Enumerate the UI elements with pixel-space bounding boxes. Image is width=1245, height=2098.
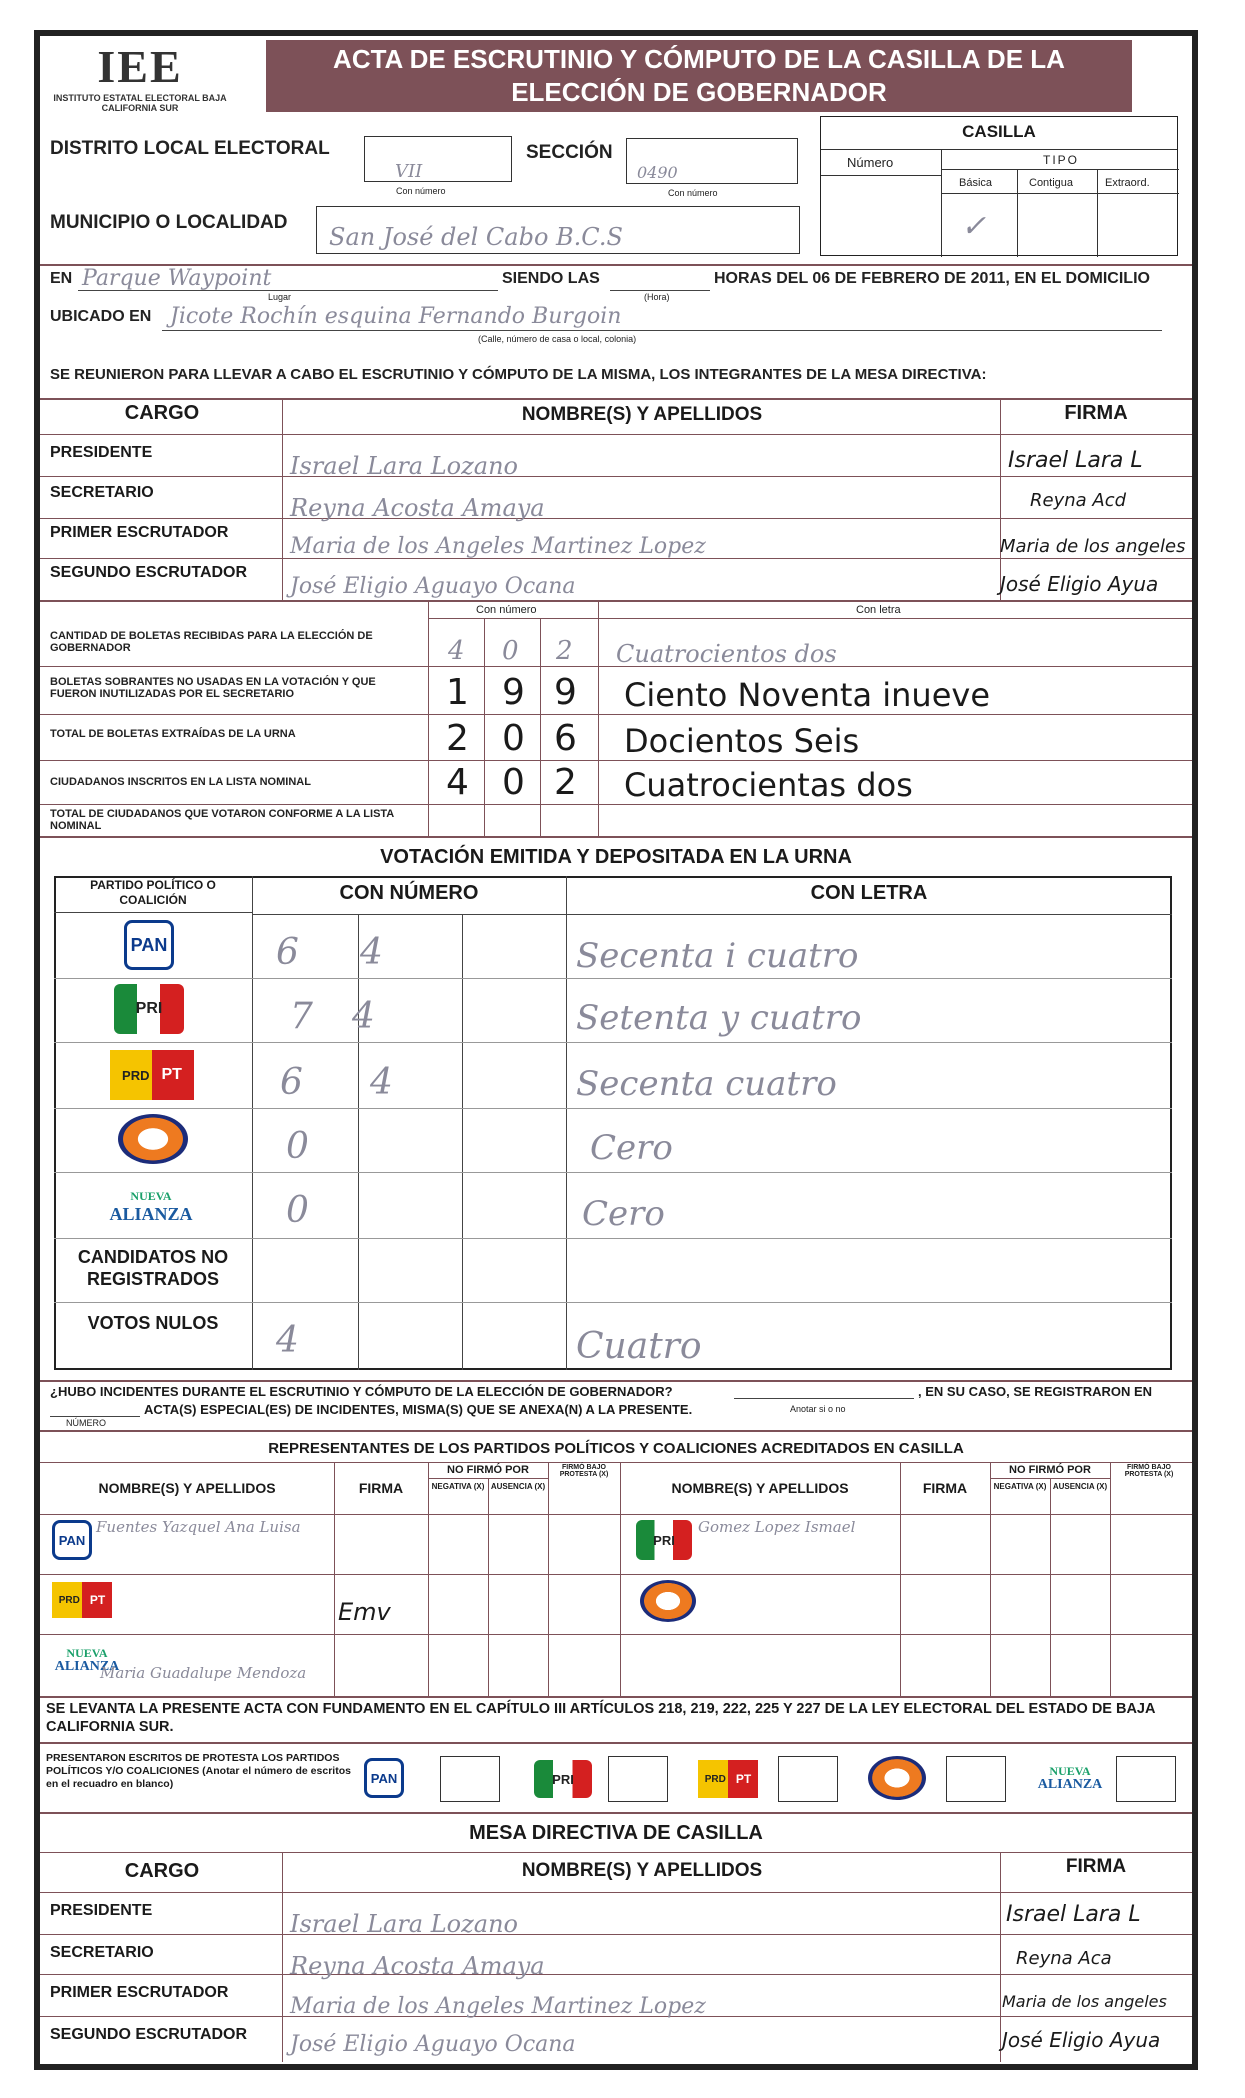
encuentro-d1: 0 — [286, 1126, 309, 1167]
pri-d1: 7 — [290, 996, 313, 1037]
protesta-prdpt-logo-icon — [698, 1760, 758, 1798]
mesa2-title: MESA DIRECTIVA DE CASILLA — [469, 1822, 763, 1844]
prd-label: PRD — [122, 1067, 150, 1083]
fundamento-text: SE LEVANTA LA PRESENTE ACTA CON FUNDAMENTO EN EL CAPÍTULO III ARTÍCULOS 218, 219, 222, 225 Y 227 DE LA LEY ELECTORAL DEL ESTADO DE BAJA CALIFORNIA SUR. — [46, 1701, 1155, 1735]
rep-pri-nombre: Gomez Lopez Ismael — [698, 1518, 856, 1536]
nulos-d1: 4 — [276, 1320, 299, 1361]
title-line-1: ACTA DE ESCRUTINIO Y CÓMPUTO DE LA CASILLA DE LA — [333, 44, 1065, 74]
pan-logo-icon: PAN — [124, 920, 174, 970]
seccion-caption: Con número — [668, 188, 718, 198]
protesta-na-box[interactable] — [1116, 1756, 1176, 1802]
extraidas-letra: Docientos Seis — [624, 722, 860, 760]
mesa1-cargo-presidente: PRESIDENTE — [50, 444, 153, 461]
mesa2-firma-primer: Maria de los angeles — [1002, 1992, 1167, 2011]
mesa2-cargo-presidente: PRESIDENTE — [50, 1902, 153, 1919]
mesa1-cargo-primer: PRIMER ESCRUTADOR — [50, 524, 229, 541]
nueva-alianza-letra: Cero — [582, 1194, 665, 1234]
mesa2-nombre-presidente: Israel Lara Lozano — [290, 1910, 518, 1938]
mesa1-firma-segundo: José Eligio Ayua — [1000, 572, 1159, 596]
distrito-caption: Con número — [396, 186, 446, 196]
recibidas-d2: 0 — [502, 636, 519, 666]
sobrantes-d3: 9 — [554, 672, 577, 713]
protesta-alianza-label: ALIANZA — [1037, 1777, 1103, 1792]
rep-pri-logo-icon: PRI — [636, 1520, 692, 1560]
boletas-row-inscritos: CIUDADANOS INSCRITOS EN LA LISTA NOMINAL — [50, 776, 311, 788]
sobrantes-letra: Ciento Noventa inueve — [624, 676, 991, 714]
rep-left-firma-header: FIRMA — [358, 1480, 404, 1496]
recibidas-d1: 4 — [448, 636, 465, 666]
pan-d2: 4 — [360, 932, 383, 973]
representantes-title: REPRESENTANTES DE LOS PARTIDOS POLÍTICOS Y COALICIONES ACREDITADOS EN CASILLA — [268, 1440, 964, 1457]
incidentes-anexan: ACTA(S) ESPECIAL(ES) DE INCIDENTES, MISMA(S) QUE SE ANEXA(N) A LA PRESENTE. — [144, 1402, 693, 1417]
mesa2-firma-segundo: José Eligio Ayua — [1002, 2028, 1161, 2052]
numero-header: CON NÚMERO — [339, 882, 479, 904]
extraord-header: Extraord. — [1105, 177, 1150, 189]
acta-title — [266, 40, 1132, 112]
iee-logo — [50, 40, 230, 113]
logo-subtitle: INSTITUTO ESTATAL ELECTORAL BAJA CALIFORNIA SUR — [53, 93, 227, 113]
mesa2-nombre-header: NOMBRE(S) Y APELLIDOS — [521, 1860, 763, 1881]
boletas-row-votaron: TOTAL DE CIUDADANOS QUE VOTARON CONFORME A LA LISTA NOMINAL — [50, 808, 394, 832]
boletas-numero-header: Con número — [476, 604, 537, 616]
pt-label: PT — [161, 1066, 182, 1083]
title-line-2: ELECCIÓN DE GOBERNADOR — [511, 77, 887, 107]
rep-right-firma-header: FIRMA — [922, 1480, 968, 1496]
seccion-value: 0490 — [637, 163, 678, 182]
rep-alianza-label: ALIANZA — [54, 1659, 120, 1674]
protesta-pri-logo-icon: PRI — [534, 1760, 592, 1798]
alianza-label: ALIANZA — [109, 1204, 193, 1224]
mesa1-firma-primer: Maria de los angeles — [1000, 536, 1186, 557]
protesta-pan-logo-icon: PAN — [364, 1758, 404, 1798]
distrito-value: VII — [395, 161, 423, 182]
mesa1-nombre-primer: Maria de los Angeles Martinez Lopez — [290, 534, 706, 559]
protesta-pt-label: PT — [735, 1772, 752, 1786]
municipio-value: San José del Cabo B.C.S — [329, 223, 623, 251]
mesa2-nombre-primer: Maria de los Angeles Martinez Lopez — [290, 1994, 706, 2019]
mesa1-cargo-segundo: SEGUNDO ESCRUTADOR — [50, 564, 248, 581]
letra-header: CON LETRA — [810, 882, 928, 904]
casilla-title: CASILLA — [962, 122, 1036, 141]
protesta-prd-label: PRD — [704, 1773, 726, 1785]
votos-nulos-label: VOTOS NULOS — [87, 1313, 219, 1333]
mesa2-cargo-secretario: SECRETARIO — [50, 1944, 154, 1961]
encuentro-logo-icon — [118, 1114, 188, 1164]
prd-pt-logo-icon — [110, 1050, 194, 1100]
distrito-label: DISTRITO LOCAL ELECTORAL — [50, 138, 330, 159]
boletas-row-recibidas: CANTIDAD DE BOLETAS RECIBIDAS PARA LA ELECCIÓN DE GOBERNADOR — [50, 630, 373, 654]
mesa1-nombre-secretario: Reyna Acosta Amaya — [290, 494, 545, 522]
protesta-nueva-label: NUEVA — [1049, 1764, 1091, 1778]
cand-no-reg-label: CANDIDATOS NO REGISTRADOS — [77, 1247, 229, 1289]
rep-na-nombre: Maria Guadalupe Mendoza — [100, 1664, 307, 1682]
votacion-title: VOTACIÓN EMITIDA Y DEPOSITADA EN LA URNA — [380, 846, 852, 868]
rep-right-protesta: FIRMÓ BAJO PROTESTA (X) — [1124, 1464, 1174, 1478]
mesa1-cargo-header: CARGO — [124, 402, 200, 424]
distrito-field[interactable] — [364, 136, 512, 182]
prdpt-d1: 6 — [280, 1062, 303, 1103]
basica-checkmark[interactable]: ✓ — [961, 209, 987, 244]
rep-left-protesta: FIRMÓ BAJO PROTESTA (X) — [559, 1464, 609, 1478]
protesta-encuentro-box[interactable] — [946, 1756, 1006, 1802]
municipio-field[interactable] — [316, 206, 800, 254]
incidentes-numero-caption: NÚMERO — [66, 1418, 106, 1428]
pri-d2: 4 — [352, 996, 375, 1037]
mesa2-firma-presidente: Israel Lara L — [1006, 1902, 1141, 1927]
inscritos-d3: 2 — [554, 762, 577, 803]
boletas-row-extraidas: TOTAL DE BOLETAS EXTRAÍDAS DE LA URNA — [50, 728, 296, 740]
mesa2-firma-header: FIRMA — [1065, 1856, 1127, 1877]
lugar-caption: Lugar — [268, 292, 292, 302]
logo-text: IEE — [97, 41, 183, 92]
hora-caption: (Hora) — [644, 292, 670, 302]
lugar-value: Parque Waypoint — [82, 266, 272, 291]
rep-right-negativa: NEGATIVA (X) — [993, 1482, 1047, 1491]
rep-right-nofirmo-header: NO FIRMÓ POR — [1009, 1464, 1091, 1476]
mesa1-cargo-secretario: SECRETARIO — [50, 484, 154, 501]
seccion-field[interactable] — [626, 138, 798, 184]
calle-caption: (Calle, número de casa o local, colonia) — [478, 334, 637, 344]
rep-left-nofirmo-header: NO FIRMÓ POR — [447, 1464, 529, 1476]
basica-header: Básica — [959, 177, 993, 189]
casilla-box — [820, 116, 1178, 256]
rep-nueva-label: NUEVA — [66, 1646, 108, 1660]
domicilio-value: Jicote Rochín esquina Fernando Burgoin — [170, 304, 622, 329]
mesa2-cargo-segundo: SEGUNDO ESCRUTADOR — [50, 2026, 248, 2043]
protesta-text: PRESENTARON ESCRITOS DE PROTESTA LOS PARTIDOS POLÍTICOS Y/O COALICIONES (Anotar el número de escritos en el recuadro en blanco) — [46, 1752, 351, 1790]
seccion-label: SECCIÓN — [526, 142, 613, 163]
rep-prd-label: PRD — [58, 1594, 80, 1606]
protesta-prdpt-box[interactable] — [778, 1756, 838, 1802]
horas-text: HORAS DEL 06 DE FEBRERO DE 2011, EN EL DOMICILIO — [714, 270, 1150, 287]
mesa1-firma-secretario: Reyna Acd — [1030, 490, 1127, 511]
ubicado-label: UBICADO EN — [50, 308, 152, 325]
rep-right-nombre-header: NOMBRE(S) Y APELLIDOS — [671, 1480, 849, 1496]
protesta-encuentro-logo-icon — [868, 1756, 926, 1800]
rep-left-nombre-header: NOMBRE(S) Y APELLIDOS — [98, 1480, 276, 1496]
sobrantes-d1: 1 — [446, 672, 469, 713]
mesa1-nombre-presidente: Israel Lara Lozano — [290, 452, 518, 480]
en-label: EN — [50, 270, 73, 287]
rep-right-ausencia: AUSENCIA (X) — [1052, 1482, 1108, 1491]
rep-prdpt-logo-icon — [52, 1582, 112, 1618]
pri-letra: Setenta y cuatro — [576, 998, 862, 1038]
mesa1-firma-header: FIRMA — [1064, 402, 1128, 424]
mesa2-cargo-primer: PRIMER ESCRUTADOR — [50, 1984, 229, 2001]
municipio-label: MUNICIPIO O LOCALIDAD — [50, 212, 288, 233]
boletas-row-sobrantes: BOLETAS SOBRANTES NO USADAS EN LA VOTACIÓN Y QUE FUERON INUTILIZADAS POR EL SECRETARIO — [50, 676, 376, 700]
reunieron-text: SE REUNIERON PARA LLEVAR A CABO EL ESCRUTINIO Y CÓMPUTO DE LA MISMA, LOS INTEGRANTES DE LA MESA DIRECTIVA: — [50, 366, 987, 383]
mesa1-nombre-header: NOMBRE(S) Y APELLIDOS — [521, 404, 763, 425]
pri-logo-icon: PRI — [114, 984, 184, 1034]
inscritos-letra: Cuatrocientas dos — [624, 766, 913, 804]
incidentes-question: ¿HUBO INCIDENTES DURANTE EL ESCRUTINIO Y CÓMPUTO DE LA ELECCIÓN DE GOBERNADOR? — [50, 1384, 673, 1399]
rep-pan-nombre: Fuentes Yazquel Ana Luisa — [96, 1518, 301, 1536]
encuentro-letra: Cero — [590, 1128, 673, 1168]
mesa2-firma-secretario: Reyna Aca — [1016, 1948, 1112, 1969]
nueva-alianza-logo-icon — [106, 1180, 196, 1230]
mesa1-nombre-segundo: José Eligio Aguayo Ocana — [290, 574, 576, 599]
rep-pt-label: PT — [89, 1593, 106, 1607]
rep-left-negativa: NEGATIVA (X) — [431, 1482, 485, 1491]
rep-encuentro-logo-icon — [640, 1580, 696, 1622]
rep-pan-logo-icon: PAN — [52, 1520, 92, 1560]
rep-left-ausencia: AUSENCIA (X) — [490, 1482, 546, 1491]
mesa2-nombre-secretario: Reyna Acosta Amaya — [290, 1952, 545, 1980]
inscritos-d2: 0 — [502, 762, 525, 803]
contigua-header: Contigua — [1029, 177, 1074, 189]
protesta-pan-box[interactable] — [440, 1756, 500, 1802]
inscritos-d1: 4 — [446, 762, 469, 803]
protesta-na-logo-icon — [1030, 1758, 1110, 1798]
siendo-label: SIENDO LAS — [502, 270, 600, 287]
mesa1-firma-presidente: Israel Lara L — [1008, 448, 1143, 473]
numero-header: Número — [847, 155, 894, 170]
extraidas-d2: 0 — [502, 718, 525, 759]
recibidas-letra: Cuatrocientos dos — [616, 640, 837, 668]
protesta-pri-box[interactable] — [608, 1756, 668, 1802]
boletas-letra-header: Con letra — [856, 604, 901, 616]
prdpt-letra: Secenta cuatro — [576, 1064, 837, 1104]
nulos-letra: Cuatro — [576, 1326, 702, 1367]
tipo-header: TIPO — [1043, 153, 1080, 167]
incidentes-registraron: , EN SU CASO, SE REGISTRARON EN — [918, 1384, 1153, 1399]
extraidas-d1: 2 — [446, 718, 469, 759]
pan-letra: Secenta i cuatro — [576, 936, 859, 976]
extraidas-d3: 6 — [554, 718, 577, 759]
prdpt-d2: 4 — [370, 1062, 393, 1103]
sobrantes-d2: 9 — [502, 672, 525, 713]
nueva-label: NUEVA — [130, 1189, 172, 1203]
partido-header: PARTIDO POLÍTICO O COALICIÓN — [90, 878, 216, 907]
mesa2-cargo-header: CARGO — [124, 1860, 200, 1882]
nueva-alianza-d1: 0 — [286, 1190, 309, 1231]
incidentes-anotar-caption: Anotar si o no — [790, 1404, 846, 1414]
rep-prdpt-firma-icon: Emv — [338, 1598, 391, 1626]
recibidas-d3: 2 — [556, 636, 573, 666]
mesa2-nombre-segundo: José Eligio Aguayo Ocana — [290, 2032, 576, 2057]
pan-d1: 6 — [276, 932, 299, 973]
